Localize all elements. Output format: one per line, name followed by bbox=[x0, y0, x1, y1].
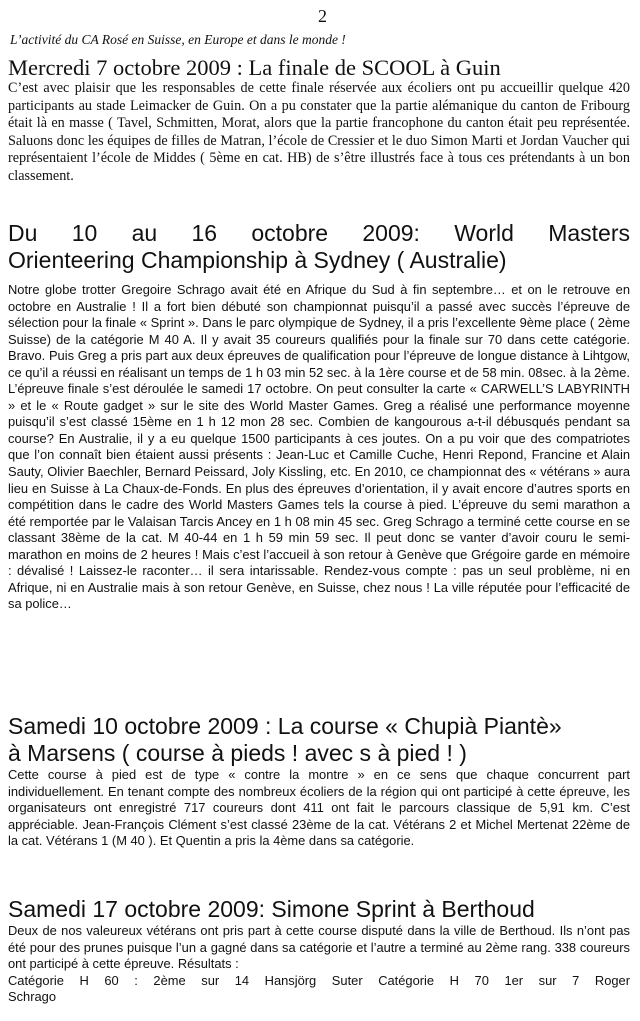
section-body: Notre globe trotter Gregoire Schrago avait été en Afrique du Sud à fin septembre… et on le retrouve en octobre en Australie ! Il a fort bien débuté son championnat puisqu’il a passé avec succès l’épreuve de sélection pour la finale « Sprint ». Dans le parc olympique de Sydney, il a pris l’excellente 9ème place ( 2ème Suisse) de la catégorie M 40 A. Il y avait 35 coureurs qualifiés pour la finale sur 70 dans cette catégorie. Bravo. Puis Greg a pris part aux deux épreuves de qualification pour l’épreuve de longue distance à Lihtgow, ce qu’il a réussi en réalisant un temps de 1 h 03 min 52 sec. à la 1ère course et de 58 min. 08sec. à la 2ème. L’épreuve finale s’est déroulée le samedi 17 octobre. On peut consulter la carte « CARWELL’S LABYRINTH » et le « Route gadget » sur le site des World Master Games. Greg a réalisé une performance moyenne puisqu’il s’est classé 15ème en 1 h 12 mon 28 sec. Combien de kangourous a-t-il débusqués pendant sa course? En Australie, il y a eu quelque 1500 participants à ces joutes. On a pu voir que des compatriotes que l’on connaît bien étaient aussi présents : Jean-Luc et Camille Cuche, Henri Repond, Francine et Alain Sauty, Olivier Baechler, Bernard Peissard, Joly Kissling, etc. En 2010, ce championnat des « vétérans » aura lieu en Suisse à La Chaux-de-Fonds. En plus des épreuves d’orientation, il y avait encore d’autres sports en compétition dans le cadre des World Masters Games tels la course à pied. L’épreuve du semi marathon a été remportée par le Valaisan Tarcis Ancey en 1 h 08 min 45 sec. Greg Schrago a terminé cette course en se classant 38ème de la cat. M 40-44 en 1 h 59 min 59 sec. Il peut donc se vanter d’avoir couru le semi-marathon en moins de 2 heures ! Mais c’est l’accueil à son retour à Genève que Grégoire garde en mémoire : dévalisé ! Laissez-le raconter… il sera intarissable. Rendez-vous compte : pas un seul problème, ni en Afrique, ni en Australie mais à son retour Genève, en Suisse, chez nous ! La ville réputée pour l’efficacité de sa police… bbox=[8, 282, 630, 612]
section-title-line2: Orienteering Championship à Sydney ( Australie) bbox=[8, 247, 507, 273]
results-line: Catégorie H 60 : 2ème sur 14 Hansjörg Suter Catégorie H 70 1er sur 7 Roger bbox=[8, 972, 630, 988]
section-body: Cette course à pied est de type « contre la montre » en ce sens que chaque concurrent part individuellement. En tenant compte des nombreux écoliers de la région qui ont participé à cette épreuve, les organisateurs ont enregistré 717 coureurs dont 411 ont fait le parcours classique de 5,91 km. C’est appréciable. Jean-François Clément s’est classé 23ème de la cat. Vétérans 2 et Michel Mertenat 22ème de la cat. Vétérans 1 (M 40 ). Et Quentin a pris la 4ème dans sa catégorie. bbox=[8, 767, 630, 849]
section-title-line2: à Marsens ( course à pieds ! avec s à pied ! ) bbox=[8, 740, 467, 766]
section-chupia-pinate bbox=[8, 713, 630, 850]
section-simone-sprint bbox=[8, 896, 630, 1006]
section-scool bbox=[8, 56, 630, 186]
section-world-masters bbox=[8, 220, 630, 613]
results-tail: Schrago bbox=[8, 989, 57, 1005]
section-body: C’est avec plaisir que les responsables de cette finale réservée aux écoliers ont pu accueillir quelque 420 participants au stade Leimacker de Guin. On a pu constater que la partie alémanique du canton de Fribourg était là en masse ( Tavel, Schmitten, Morat, alors que la partie francophone du canton était peu représentée. Saluons donc les équipes de filles de Matran, l’école de Cressier et le duo Simon Marti et Jordan Vaucher qui représentaient l’école de Middes ( 5ème en cat. HB) de s’être illustrés face à tous ces prétendants à un bon classement. bbox=[8, 80, 630, 184]
page-header: L’activité du CA Rosé en Suisse, en Europe et dans le monde ! bbox=[10, 32, 346, 47]
section-title: Samedi 17 octobre 2009: Simone Sprint à Berthoud bbox=[8, 896, 535, 922]
section-title: Mercredi 7 octobre 2009 : La finale de SCOOL à Guin bbox=[8, 55, 501, 80]
section-title-line1: Du 10 au 16 octobre 2009: World Masters bbox=[8, 220, 630, 246]
section-body: Deux de nos valeureux vétérans ont pris part à cette course disputé dans la ville de Berthoud. Ils n’ont pas été pour des prunes puisque l’un a gagné dans sa catégorie et l’autre a terminé au 2ème rang. 338 coureurs ont participé à cette épreuve. Résultats : bbox=[8, 923, 630, 972]
section-title-line1: Samedi 10 octobre 2009 : La course « Chupià Piantè» bbox=[8, 713, 562, 739]
page-number: 2 bbox=[318, 6, 327, 26]
